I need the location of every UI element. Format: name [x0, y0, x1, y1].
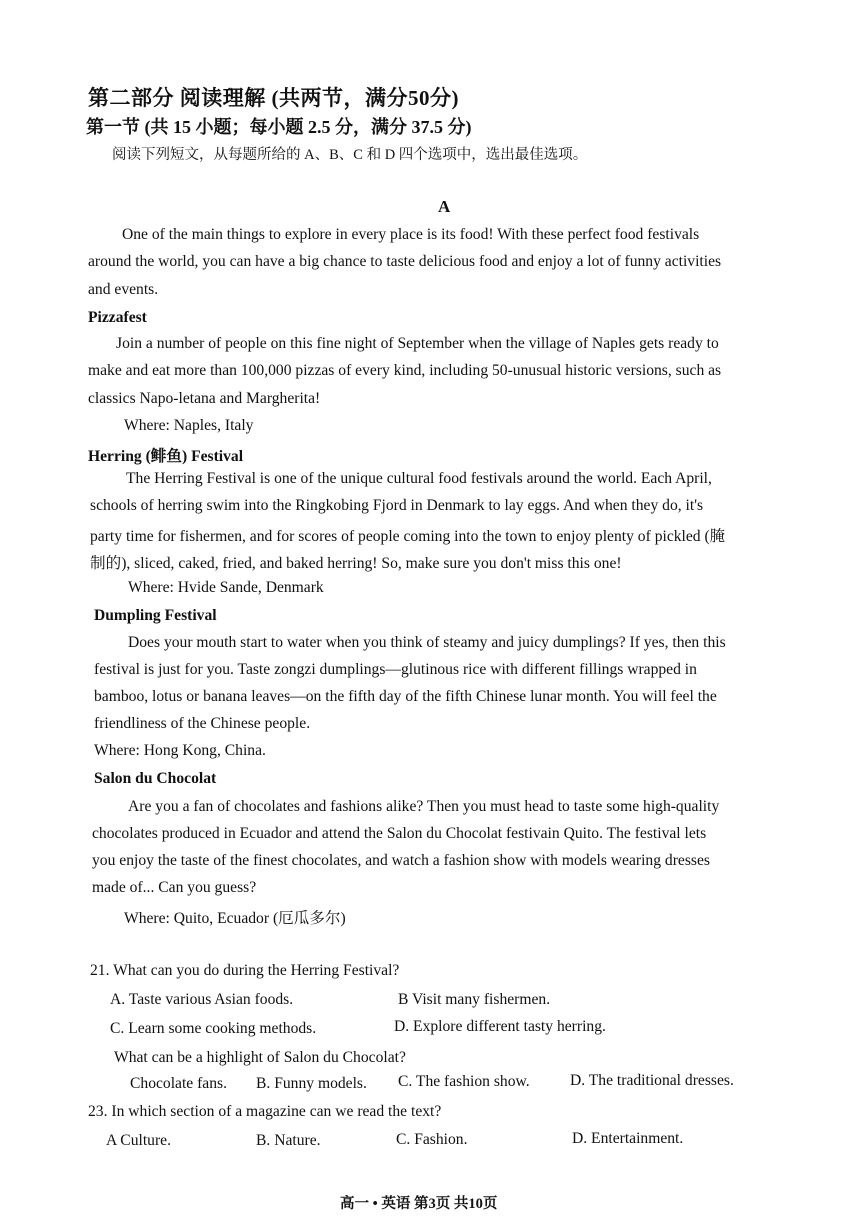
question-23-option-d[interactable]: D. Entertainment.: [572, 1130, 684, 1147]
herring-line-1: The Herring Festival is one of the unique cultural food festivals around the world. Each April,: [126, 470, 712, 487]
passage-label: A: [438, 197, 451, 216]
herring-line-4: 制的), sliced, caked, fried, and baked herring! So, make sure you don't miss this one!: [90, 555, 622, 572]
question-22-option-a[interactable]: Chocolate fans.: [130, 1075, 227, 1092]
section-heading-chocolat: Salon du Chocolat: [94, 770, 217, 787]
section-title: 第一节 (共 15 小题；每小题 2.5 分，满分 37.5 分): [86, 117, 472, 137]
question-23-stem: 23. In which section of a magazine can we read the text?: [88, 1103, 442, 1120]
section-heading-pizzafest: Pizzafest: [88, 309, 147, 326]
chocolat-line-1: Are you a fan of chocolates and fashions alike? Then you must head to taste some high-quality: [128, 798, 720, 815]
chocolat-line-3: you enjoy the taste of the finest chocolates, and watch a fashion show with models wearing dresses: [92, 852, 710, 869]
pizzafest-line-1: Join a number of people on this fine night of September when the village of Naples gets ready to: [116, 335, 719, 352]
dumpling-where: Where: Hong Kong, China.: [94, 742, 266, 759]
section-heading-dumpling: Dumpling Festival: [94, 607, 217, 624]
question-21-stem: 21. What can you do during the Herring Festival?: [90, 962, 400, 979]
part-title: 第二部分 阅读理解 (共两节，满分50分): [88, 86, 459, 110]
pizzafest-where: Where: Naples, Italy: [124, 417, 254, 434]
question-23-option-b[interactable]: B. Nature.: [256, 1132, 321, 1149]
question-21-option-a[interactable]: A. Taste various Asian foods.: [110, 991, 294, 1008]
chocolat-line-2: chocolates produced in Ecuador and attend the Salon du Chocolat festivain Quito. The festival lets: [92, 825, 707, 842]
question-23-option-a[interactable]: A Culture.: [106, 1132, 171, 1149]
question-23-option-c[interactable]: C. Fashion.: [396, 1131, 468, 1148]
dumpling-line-3: bamboo, lotus or banana leaves—on the fifth day of the fifth Chinese lunar month. You will feel the: [94, 688, 717, 705]
question-21-option-b[interactable]: B Visit many fishermen.: [398, 991, 551, 1008]
intro-line-3: and events.: [88, 281, 159, 298]
pizzafest-line-3: classics Napo-letana and Margherita!: [88, 390, 321, 407]
page-footer: 高一 • 英语 第3页 共10页: [340, 1196, 498, 1212]
question-22-option-d[interactable]: D. The traditional dresses.: [570, 1072, 734, 1089]
question-22-stem: What can be a highlight of Salon du Chocolat?: [114, 1049, 406, 1066]
dumpling-line-4: friendliness of the Chinese people.: [94, 715, 311, 732]
question-22-option-c[interactable]: C. The fashion show.: [398, 1073, 530, 1090]
chocolat-where: Where: Quito, Ecuador (厄瓜多尔): [124, 910, 346, 927]
dumpling-line-1: Does your mouth start to water when you think of steamy and juicy dumplings? If yes, then this: [128, 634, 726, 651]
dumpling-line-2: festival is just for you. Taste zongzi dumplings—glutinous rice with different fillings wrapped in: [94, 661, 697, 678]
chocolat-line-4: made of... Can you guess?: [92, 879, 257, 896]
herring-where: Where: Hvide Sande, Denmark: [128, 579, 324, 596]
pizzafest-line-2: make and eat more than 100,000 pizzas of every kind, including 50-unusual historic versions, such as: [88, 362, 722, 379]
intro-line-2: around the world, you can have a big chance to taste delicious food and enjoy a lot of funny activities: [88, 253, 722, 270]
intro-line-1: One of the main things to explore in every place is its food! With these perfect food festivals: [122, 226, 700, 243]
instructions: 阅读下列短文，从每题所给的 A、B、C 和 D 四个选项中，选出最佳选项。: [112, 147, 588, 163]
question-22-option-b[interactable]: B. Funny models.: [256, 1075, 367, 1092]
herring-line-3: party time for fishermen, and for scores of people coming into the town to enjoy plenty of pickled (腌: [90, 528, 726, 545]
herring-line-2: schools of herring swim into the Ringkobing Fjord in Denmark to lay eggs. And when they do, it's: [90, 497, 704, 514]
section-heading-herring: Herring (鲱鱼) Festival: [88, 448, 244, 465]
question-21-option-c[interactable]: C. Learn some cooking methods.: [110, 1020, 317, 1037]
question-21-option-d[interactable]: D. Explore different tasty herring.: [394, 1018, 606, 1035]
